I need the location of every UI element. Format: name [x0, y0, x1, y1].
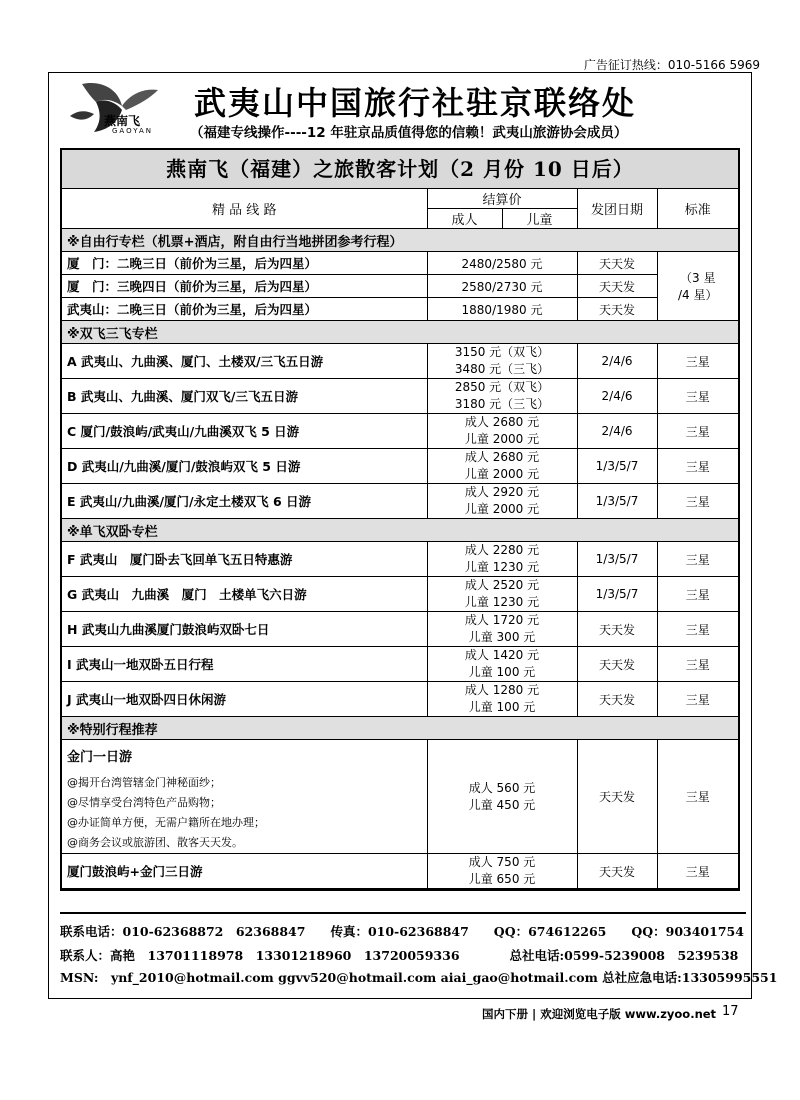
logo-subtext: GAOYAN [112, 127, 153, 135]
jinmen-bullet: @揭开台湾管辖金门神秘面纱； [67, 776, 221, 789]
standard-cell: 三星 [657, 484, 738, 519]
contact-phone-line: 联系电话：010-62368872 62368847 传真：010-62368847 QQ：674612265 QQ：903401754 [60, 924, 744, 939]
price-line: 儿童 2000 元 [464, 502, 540, 516]
price-cell [427, 414, 577, 449]
jinmen-title: 金门一日游 [67, 750, 133, 765]
header-standard: 标准 [657, 189, 738, 229]
header-price: 结算价 [427, 189, 577, 209]
table-row [62, 484, 738, 519]
standard-cell: 三星 [657, 449, 738, 484]
table-row [62, 414, 738, 449]
standard-cell: 三星 [657, 577, 738, 612]
standard-cell: 三星 [657, 854, 738, 889]
price-line: 3150 元（双飞） [454, 345, 550, 359]
table-row [62, 252, 738, 275]
route-cell: 厦 门：三晚四日（前价为三星，后为四星） [62, 275, 427, 298]
jinmen-bullet: @商务会议或旅游团、散客天天发。 [67, 836, 243, 849]
price-line: 成人 1280 元 [464, 683, 540, 697]
jinmen-bullet: @尽情享受台湾特色产品购物； [67, 796, 221, 809]
route-cell: C 厦门/鼓浪屿/武夷山/九曲溪双飞 5 日游 [62, 414, 427, 449]
price-line: 成人 1420 元 [464, 648, 540, 662]
table-row [62, 298, 738, 321]
price-cell [427, 449, 577, 484]
logo-name: 燕南飞 [104, 114, 141, 128]
price-cell [427, 577, 577, 612]
price-line: 儿童 100 元 [468, 665, 536, 679]
price-line: 成人 750 元 [468, 855, 536, 869]
price-line: 儿童 450 元 [468, 797, 536, 812]
price-line: 儿童 2000 元 [464, 432, 540, 446]
tour-plan-table [60, 148, 740, 891]
standard-cell: 三星 [657, 647, 738, 682]
price-cell [427, 344, 577, 379]
section-row [62, 519, 738, 542]
table-row [62, 854, 738, 889]
agency-title: 武夷山中国旅行社驻京联络处 [194, 84, 637, 122]
route-cell: E 武夷山/九曲溪/厦门/永定土楼双飞 6 日游 [62, 484, 427, 519]
header-row [62, 189, 738, 209]
price-line: 成人 2680 元 [464, 415, 540, 429]
section-row [62, 717, 738, 740]
contact-person-line: 联系人：高艳 13701118978 13301218960 13720059336 总社电话:0599-5239008 5239538 [60, 948, 739, 963]
price-cell [427, 379, 577, 414]
route-cell: J 武夷山一地双卧四日休闲游 [62, 682, 427, 717]
price-line: 成人 2680 元 [464, 450, 540, 464]
date-cell: 天天发 [577, 682, 657, 717]
page-number: 17 [722, 1004, 739, 1019]
price-line: 成人 2920 元 [464, 485, 540, 499]
table-row [62, 647, 738, 682]
standard-cell: 三星 [657, 344, 738, 379]
plan-title: 燕南飞（福建）之旅散客计划（2 月份 10 日后） [62, 150, 738, 189]
standard-cell [657, 252, 738, 321]
table-row [62, 682, 738, 717]
jinmen-bullet: @办证简单方便，无需户籍所在地办理； [67, 816, 265, 829]
route-cell: 武夷山：二晚三日（前价为三星，后为四星） [62, 298, 427, 321]
date-cell: 1/3/5/7 [577, 449, 657, 484]
free-standard-line1: （3 星 [680, 271, 716, 285]
date-cell: 2/4/6 [577, 414, 657, 449]
page-footer-text: 国内下册 | 欢迎浏览电子版 www.zyoo.net [482, 1007, 717, 1021]
route-cell: H 武夷山九曲溪厦门鼓浪屿双卧七日 [62, 612, 427, 647]
header-route: 精 品 线 路 [62, 189, 427, 229]
price-line: 3480 元（三飞） [454, 362, 550, 376]
price-cell [427, 484, 577, 519]
table-row [62, 542, 738, 577]
route-cell: B 武夷山、九曲溪、厦门双飞/三飞五日游 [62, 379, 427, 414]
standard-cell: 三星 [657, 740, 738, 854]
price-cell [427, 647, 577, 682]
price-cell: 1880/1980 元 [427, 298, 577, 321]
route-cell: D 武夷山/九曲溪/厦门/鼓浪屿双飞 5 日游 [62, 449, 427, 484]
price-line: 成人 1720 元 [464, 613, 540, 627]
section-single: ※单飞双卧专栏 [62, 519, 738, 542]
table-row [62, 275, 738, 298]
price-line: 儿童 1230 元 [464, 560, 540, 574]
header-adult: 成人 [427, 209, 502, 229]
date-cell: 天天发 [577, 612, 657, 647]
price-cell [427, 740, 577, 854]
section-row [62, 321, 738, 344]
standard-cell: 三星 [657, 379, 738, 414]
date-cell: 天天发 [577, 252, 657, 275]
section-special: ※特别行程推荐 [62, 717, 738, 740]
price-line: 成人 560 元 [468, 780, 536, 795]
price-cell: 2480/2580 元 [427, 252, 577, 275]
price-cell: 2580/2730 元 [427, 275, 577, 298]
price-line: 2850 元（双飞） [454, 380, 550, 394]
price-cell [427, 612, 577, 647]
route-cell: F 武夷山 厦门卧去飞回单飞五日特惠游 [62, 542, 427, 577]
table-row [62, 740, 738, 854]
header-date: 发团日期 [577, 189, 657, 229]
route-cell: 厦门鼓浪屿+金门三日游 [62, 854, 427, 889]
price-line: 成人 2520 元 [464, 578, 540, 592]
jinmen-route-cell [62, 740, 427, 854]
table-row [62, 449, 738, 484]
contact-msn-line: MSN: ynf_2010@hotmail.com ggvv520@hotmail.com aiai_gao@hotmail.com 总社应急电话:13305995551 [60, 970, 778, 985]
section-row [62, 229, 738, 252]
date-cell: 天天发 [577, 740, 657, 854]
table-row [62, 344, 738, 379]
agency-subtitle: （福建专线操作----12 年驻京品质值得您的信赖！武夷山旅游协会成员） [190, 125, 628, 141]
price-line: 儿童 1230 元 [464, 595, 540, 609]
table-row [62, 577, 738, 612]
route-cell: 厦 门：二晚三日（前价为三星，后为四星） [62, 252, 427, 275]
date-cell: 2/4/6 [577, 344, 657, 379]
route-cell: I 武夷山一地双卧五日行程 [62, 647, 427, 682]
date-cell: 天天发 [577, 854, 657, 889]
date-cell: 天天发 [577, 275, 657, 298]
price-line: 成人 2280 元 [464, 543, 540, 557]
price-line: 儿童 2000 元 [464, 467, 540, 481]
standard-cell: 三星 [657, 682, 738, 717]
standard-cell: 三星 [657, 542, 738, 577]
date-cell: 天天发 [577, 647, 657, 682]
standard-cell: 三星 [657, 612, 738, 647]
price-line: 3180 元（三飞） [454, 397, 550, 411]
free-standard-line2: /4 星） [678, 288, 718, 302]
section-free: ※自由行专栏（机票+酒店，附自由行当地拼团参考行程） [62, 229, 738, 252]
table-row [62, 612, 738, 647]
price-line: 儿童 300 元 [468, 630, 536, 644]
route-cell: A 武夷山、九曲溪、厦门、土楼双/三飞五日游 [62, 344, 427, 379]
date-cell: 1/3/5/7 [577, 484, 657, 519]
route-cell: G 武夷山 九曲溪 厦门 土楼单飞六日游 [62, 577, 427, 612]
price-line: 儿童 100 元 [468, 700, 536, 714]
ad-hotline: 广告征订热线：010-5166 5969 [583, 58, 760, 72]
date-cell: 1/3/5/7 [577, 542, 657, 577]
price-cell [427, 682, 577, 717]
contact-footer [60, 912, 778, 985]
price-cell [427, 542, 577, 577]
standard-cell: 三星 [657, 414, 738, 449]
date-cell: 2/4/6 [577, 379, 657, 414]
price-cell [427, 854, 577, 889]
date-cell: 天天发 [577, 298, 657, 321]
header-child: 儿童 [502, 209, 577, 229]
price-line: 儿童 650 元 [468, 872, 536, 886]
section-double: ※双飞三飞专栏 [62, 321, 738, 344]
table-row [62, 379, 738, 414]
date-cell: 1/3/5/7 [577, 577, 657, 612]
